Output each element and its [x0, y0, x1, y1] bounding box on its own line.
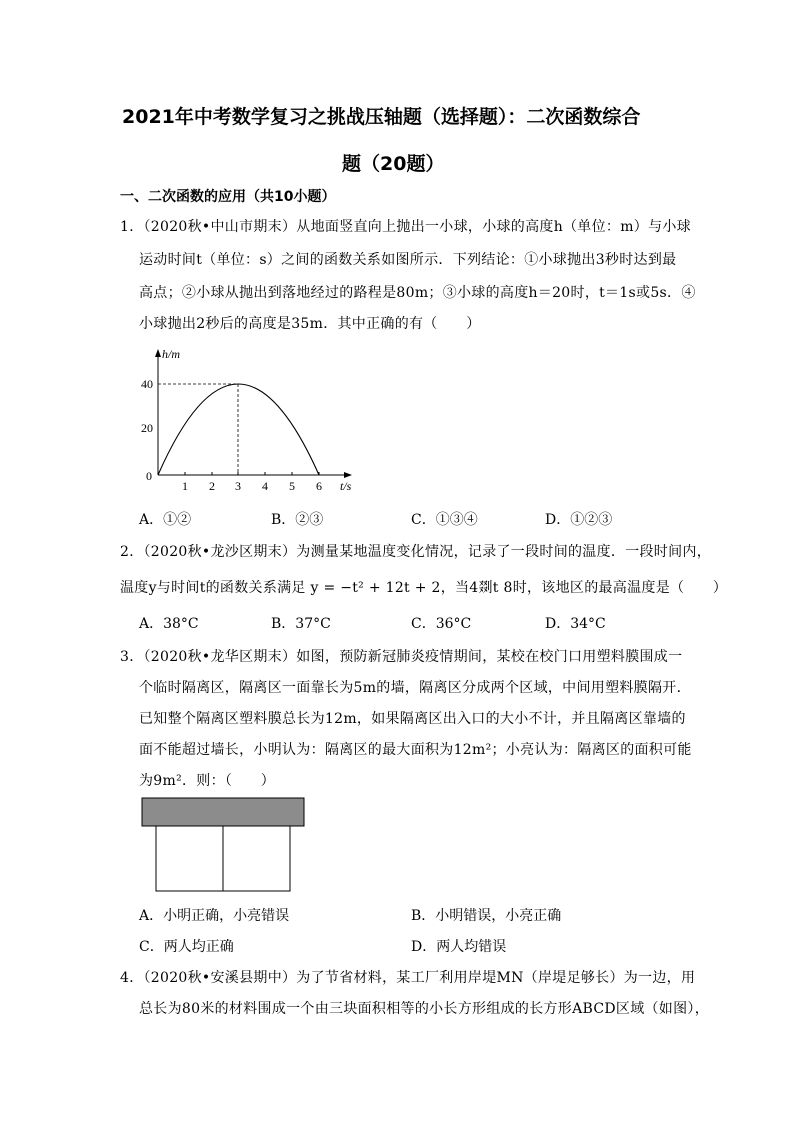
- page-title-line2: 题（20题）: [342, 153, 445, 175]
- q3-option-d: D．两人均错误: [411, 939, 507, 955]
- q3-option-c: C．两人均正确: [139, 939, 234, 955]
- q1-option-d: D．①②③: [545, 512, 613, 528]
- y-tick-40: 40: [141, 377, 153, 391]
- wall-bar: [142, 798, 304, 826]
- q3-option-b: B．小明错误，小亮正确: [411, 908, 562, 924]
- x-tick-4: 4: [262, 479, 268, 493]
- x-tick-5: 5: [289, 479, 295, 493]
- q3-line-3: 已知整个隔离区塑料膜总长为12m，如果隔离区出入口的大小不计，并且隔离区靠墙的: [139, 711, 686, 727]
- q2-line-2: 温度y与时间t的函数关系满足 y = −t² + 12t + 2，当4剟t 8时，该地区的最高温度是（ ）: [120, 580, 728, 596]
- y-tick-20: 20: [141, 421, 153, 435]
- q3-line-5: 为9m²．则：（ ）: [139, 773, 276, 789]
- q1-graph: [140, 342, 370, 497]
- x-tick-6: 6: [316, 479, 322, 493]
- x-tick-1: 1: [182, 479, 188, 493]
- q4-line-2: 总长为80米的材料围成一个由三块面积相等的小长方形组成的长方形ABCD区域（如图），: [139, 1001, 710, 1017]
- q1-option-c: C．①③④: [411, 512, 478, 528]
- q1-line-1: 1．（2020秋•中山市期末）从地面竖直向上抛出一小球，小球的高度h（单位：m）与小球: [120, 219, 691, 235]
- q2-option-b: B．37°C: [271, 616, 331, 632]
- x-axis-arrow: [344, 472, 352, 478]
- q1-option-b: B．②③: [271, 512, 324, 528]
- q1-line-4: 小球抛出2秒后的高度是35m．其中正确的有（ ）: [139, 316, 481, 332]
- parabola-curve: [158, 384, 319, 475]
- q2-line-1: 2．（2020秋•龙沙区期末）为测量某地温度变化情况，记录了一段时间的温度．一段时间内，: [120, 544, 711, 560]
- q3-line-2: 个临时隔离区，隔离区一面靠长为5m的墙，隔离区分成两个区域，中间用塑料膜隔开．: [139, 680, 691, 696]
- origin-label: 0: [146, 469, 152, 483]
- page-title-line1: 2021年中考数学复习之挑战压轴题（选择题）：二次函数综合: [122, 106, 641, 128]
- x-tick-3: 3: [235, 479, 241, 493]
- y-axis-arrow: [155, 349, 161, 357]
- x-axis-label: t/s: [340, 479, 352, 493]
- section-heading: 一、二次函数的应用（共10小题）: [120, 189, 336, 205]
- q2-option-d: D．34°C: [545, 616, 606, 632]
- q2-option-a: A．38°C: [139, 616, 199, 632]
- q3-figure: [140, 796, 308, 894]
- q3-option-a: A．小明正确，小亮错误: [139, 908, 290, 924]
- q2-option-c: C．36°C: [411, 616, 472, 632]
- q1-option-a: A．①②: [139, 512, 192, 528]
- x-tick-2: 2: [209, 479, 215, 493]
- q4-line-1: 4．（2020秋•安溪县期中）为了节省材料，某工厂利用岸堤MN（岸堤足够长）为一边，用: [120, 970, 696, 986]
- q3-line-1: 3．（2020秋•龙华区期末）如图，预防新冠肺炎疫情期间，某校在校门口用塑料膜围成一: [120, 649, 683, 665]
- q1-line-2: 运动时间t（单位：s）之间的函数关系如图所示．下列结论：①小球抛出3秒时达到最: [139, 252, 677, 268]
- y-axis-label: h/m: [162, 347, 180, 361]
- q3-line-4: 面不能超过墙长，小明认为：隔离区的最大面积为12m²；小亮认为：隔离区的面积可能: [139, 742, 692, 758]
- q1-line-3: 高点；②小球从抛出到落地经过的路程是80m；③小球的高度h＝20时，t＝1s或5s．④: [139, 285, 696, 301]
